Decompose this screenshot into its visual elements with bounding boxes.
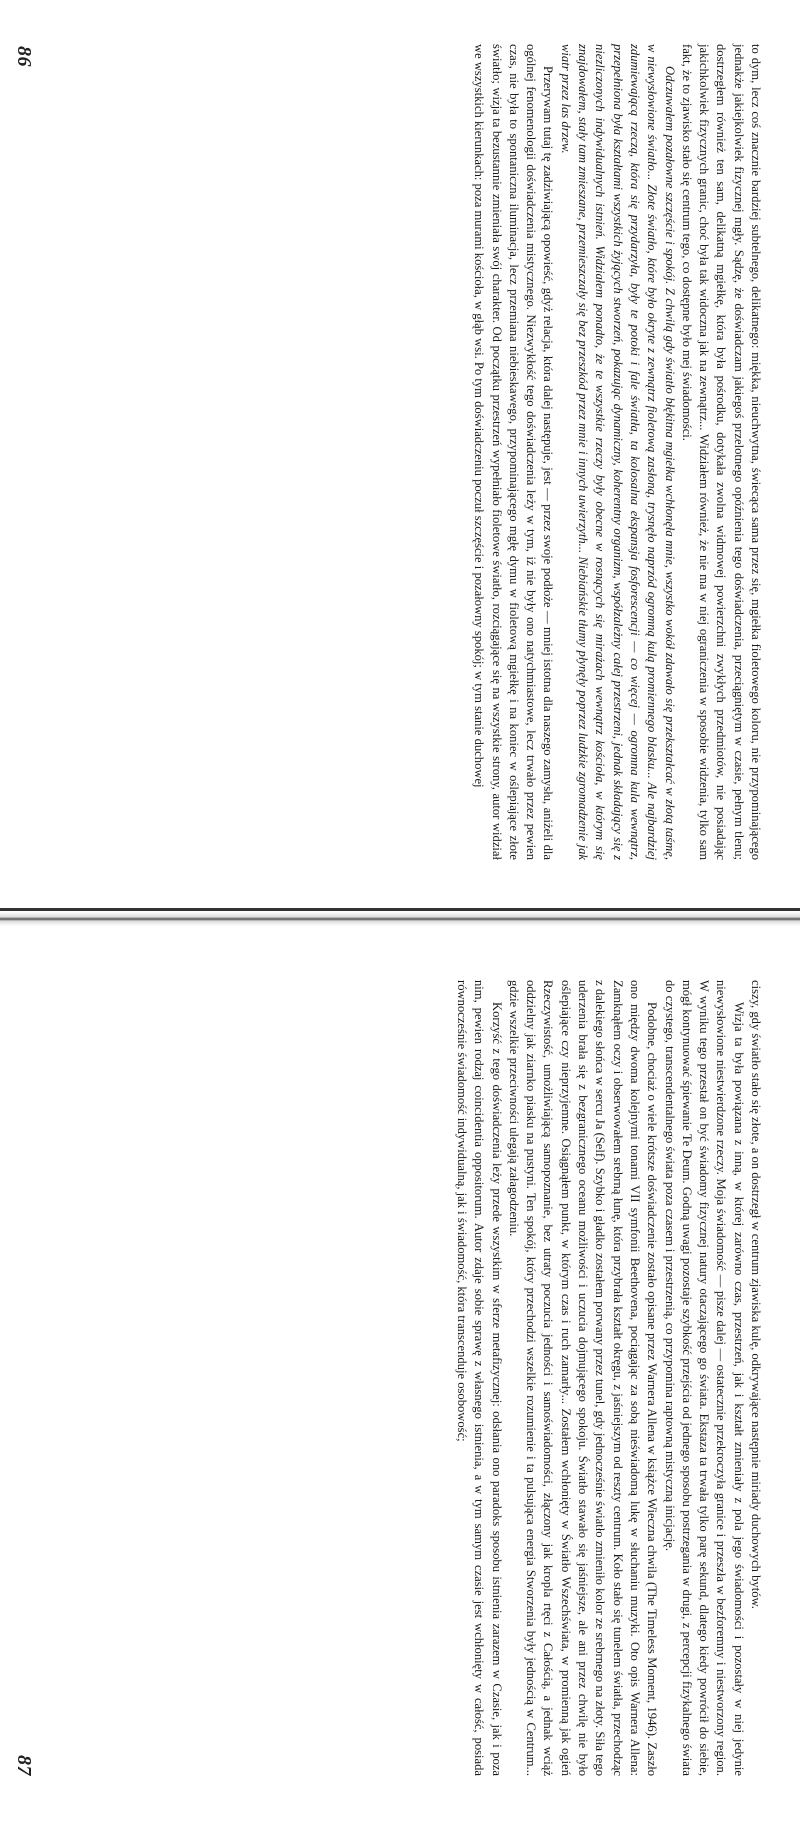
quoted-paragraph: Odczuwałem pozałowne szczęście i spokój. Z chwilą gdy światło błękitna mgiełka wchłonęła mnie, wszystko wokół zdawało się przekształcać w złotą taśmę, w niewysłowione światło... Złote światło, które było okryte z zewnątrz fioletową zasłoną, trysnęło naprzód ogromną kulą promiennego blasku... Ale najbardziej zdumiewającą rzeczą, która się przydarzyła, były te potoki i fale światła, ta kolosalna ekspansja fosforescencji — co więcej — ogromna kula wewnątrz, przepełniona była kształtami wszystkich żyjących stworzeń, pokazując dynamiczny, koherentny organizm, współzależny całej przestrzeni, jednak składający się z niezliczonych indywidualnych istnień. Widziałem ponadto, że te wszystkie rzeczy były obecne w rosnących się mirażach wewnątrz kościoła, w którym się znajdowałem, stały tam zmieszane, przemieszczały się bez przeszkód przez mnie i innych uwierzyth... Niebiańskie tłumy płynęły poprzez ludzkie zgromadzenie jak wiatr przez las drzew. xyxy=(558,44,677,860)
paragraph: Korzyść z tego doświadczenia leży przede wszystkim w sferze metafizycznej: odsłania ono paradoks sposobu istnienia zarazem w Czasie, jak i poza nim, pewien rodzaj coincidentia oppositorum. Autor zdaje sobie sprawę z własnego istnienia, a w tym samym czasie jest wchłonięty w całość, posiada równocześnie świadomość indywidualną, jak i świadomość, która transcenduje osobowość; xyxy=(454,980,504,1776)
page-number-right: 87 xyxy=(13,1755,35,1776)
paragraph: Wizja ta była powiązana z inną, w której zarówno czas, przestrzeń, jak i kształt zmieniały z pola jego świadomości i pozostały w niej jedynie niewysłowione niestwierdzone rzeczy. Moja świadomość — pisze dalej — ostatecznie przekroczyła granice i przeszła w bezforemny i niestworzony region. W wyniku tego przestał on być świadomy fizycznej natury otaczającego go świata. Ekstaza ta trwała tylko parę sekund, dlatego kiedy powrócił do siebie, mógł kontynuować śpiewanie Te Deum. Godną uwagi pozostaje szybkość przejścia od jednego sposobu postrzegania w drugi, z percepcji fizykalnego świata do czystego, transcendentalnego świata poza czasem i przestrzenią, co przypomina raptowną mistyczną inicjację. xyxy=(662,980,746,1776)
page-number-left: 86 xyxy=(13,46,35,67)
right-page-text xyxy=(453,980,764,1776)
right-page xyxy=(0,918,800,1836)
paragraph: Podobne, chociaż o wiele krótsze doświadczenie zostało opisane przez Warnera Allena w książce Wieczna chwila (The Timeless Moment, 1946). Zaszło ono między dwoma kolejnymi tonami VII symfonii Beethovena, pociągając za sobą nieświadomą lukę w słuchaniu muzyki. Oto opis Warnera Allena: Zamknąłem oczy i obserwowałem srebrną łunę, która przybrała kształt okręgu, z jaśniejszym od reszty centrum. Koło stało się tunelem światła, przechodząc z dalekiego słońca w sercu Ja (Self). Szybko i gładko zostałem porwany przez tunel, gdy jednocześnie światło zmieniło kolor ze srebrnego na złoty. Siła tego uderzenia brała się z bezgranicznego oceanu możliwości i uczucia dojmującego spokoju. Światło stawało się jaśniejsze, ale ani przez chwilę nie było oślepiające czy nieprzyjemne. Osiągnąłem punkt, w którym czas i ruch zamarły... Zostałem wchłonięty w Światło Wszechświata, w promienną jak ogień Rzeczywistość, umożliwiającą samopoznanie, bez utraty poczucia jedności i samoświadomości, złączony jak kropla rtęci z Całością, a jednak wciąż oddzielny jak ziarnko piasku na pustyni. Ten spokój, który przechodzi wszelkie rozumienie i ta pulsująca energia Stworzenia były jednością w Centrum... gdzie wszelkie przeciwności ulegają załagodzeniu. xyxy=(506,980,660,1776)
paragraph: to dym, lecz coś znacznie bardziej subtelnego, delikatnego: miękka, nieuchwytna, świecąca sama przez się, mgiełka fioletowego koloru, nie przypominającego jednakże jakiejkolwiek fizycznej mgły. Sądzę, że doświadczam jakiegoś przelotnego opóźnienia tego doświadczenia, przeciągniętym w czasie, pełnym tlenu; dostrzegłem również ten sam, delikatną mgiełkę, która była pośrodku, dotykała zwolna widmowej powierzchni zwykłych przedmiotów, nie posiadając jakichkolwiek fizycznych granic, choć była tak widoczna jak na zewnątrz... Widziałem również, że nie ma w niej ograniczenia w sposobie widzenia, tylko sam fakt, że to zjawisko stało się centrum tego, co dostępne było mej świadomości. xyxy=(679,44,763,860)
paragraph: ciszy, gdy światło stało się złote, a on dostrzegł w centrum zjawiska kulę, odkrywające następnie miriady duchowych bytów. xyxy=(749,980,763,1609)
paragraph: Przerywam tutaj tę zadziwiającą opowieść, gdyż relacja, która dalej następuje, jest — przez swoje podłoże — mniej istotna dla naszego zamysłu, aniżeli dla ogólnej fenomenologii doświadczenia mistycznego. Niezwykłość tego doświadczenia leży w tym, iż nie były ono natychmiastowe, lecz trwało przez pewien czas, nie była to spontaniczna iluminacja, lecz przemiana niebieskawego, przypominającego mgłę dymu w fioletową mgiełkę i na koniec w oślepiające złote światło; wizja ta bezustannie zmieniała swój charakter. Od początku przestrzeń wypełniało fioletowe światło, rozciągające się na wszystkie strony, autor widział we wszystkich kierunkach: poza murami kościoła, w głąb wsi. Po tym doświadczeniu poczuł szczęście i pozałowny spokój; w tym stanie duchowej xyxy=(472,44,556,860)
binding-edge xyxy=(0,908,800,911)
left-page-text xyxy=(470,44,764,860)
